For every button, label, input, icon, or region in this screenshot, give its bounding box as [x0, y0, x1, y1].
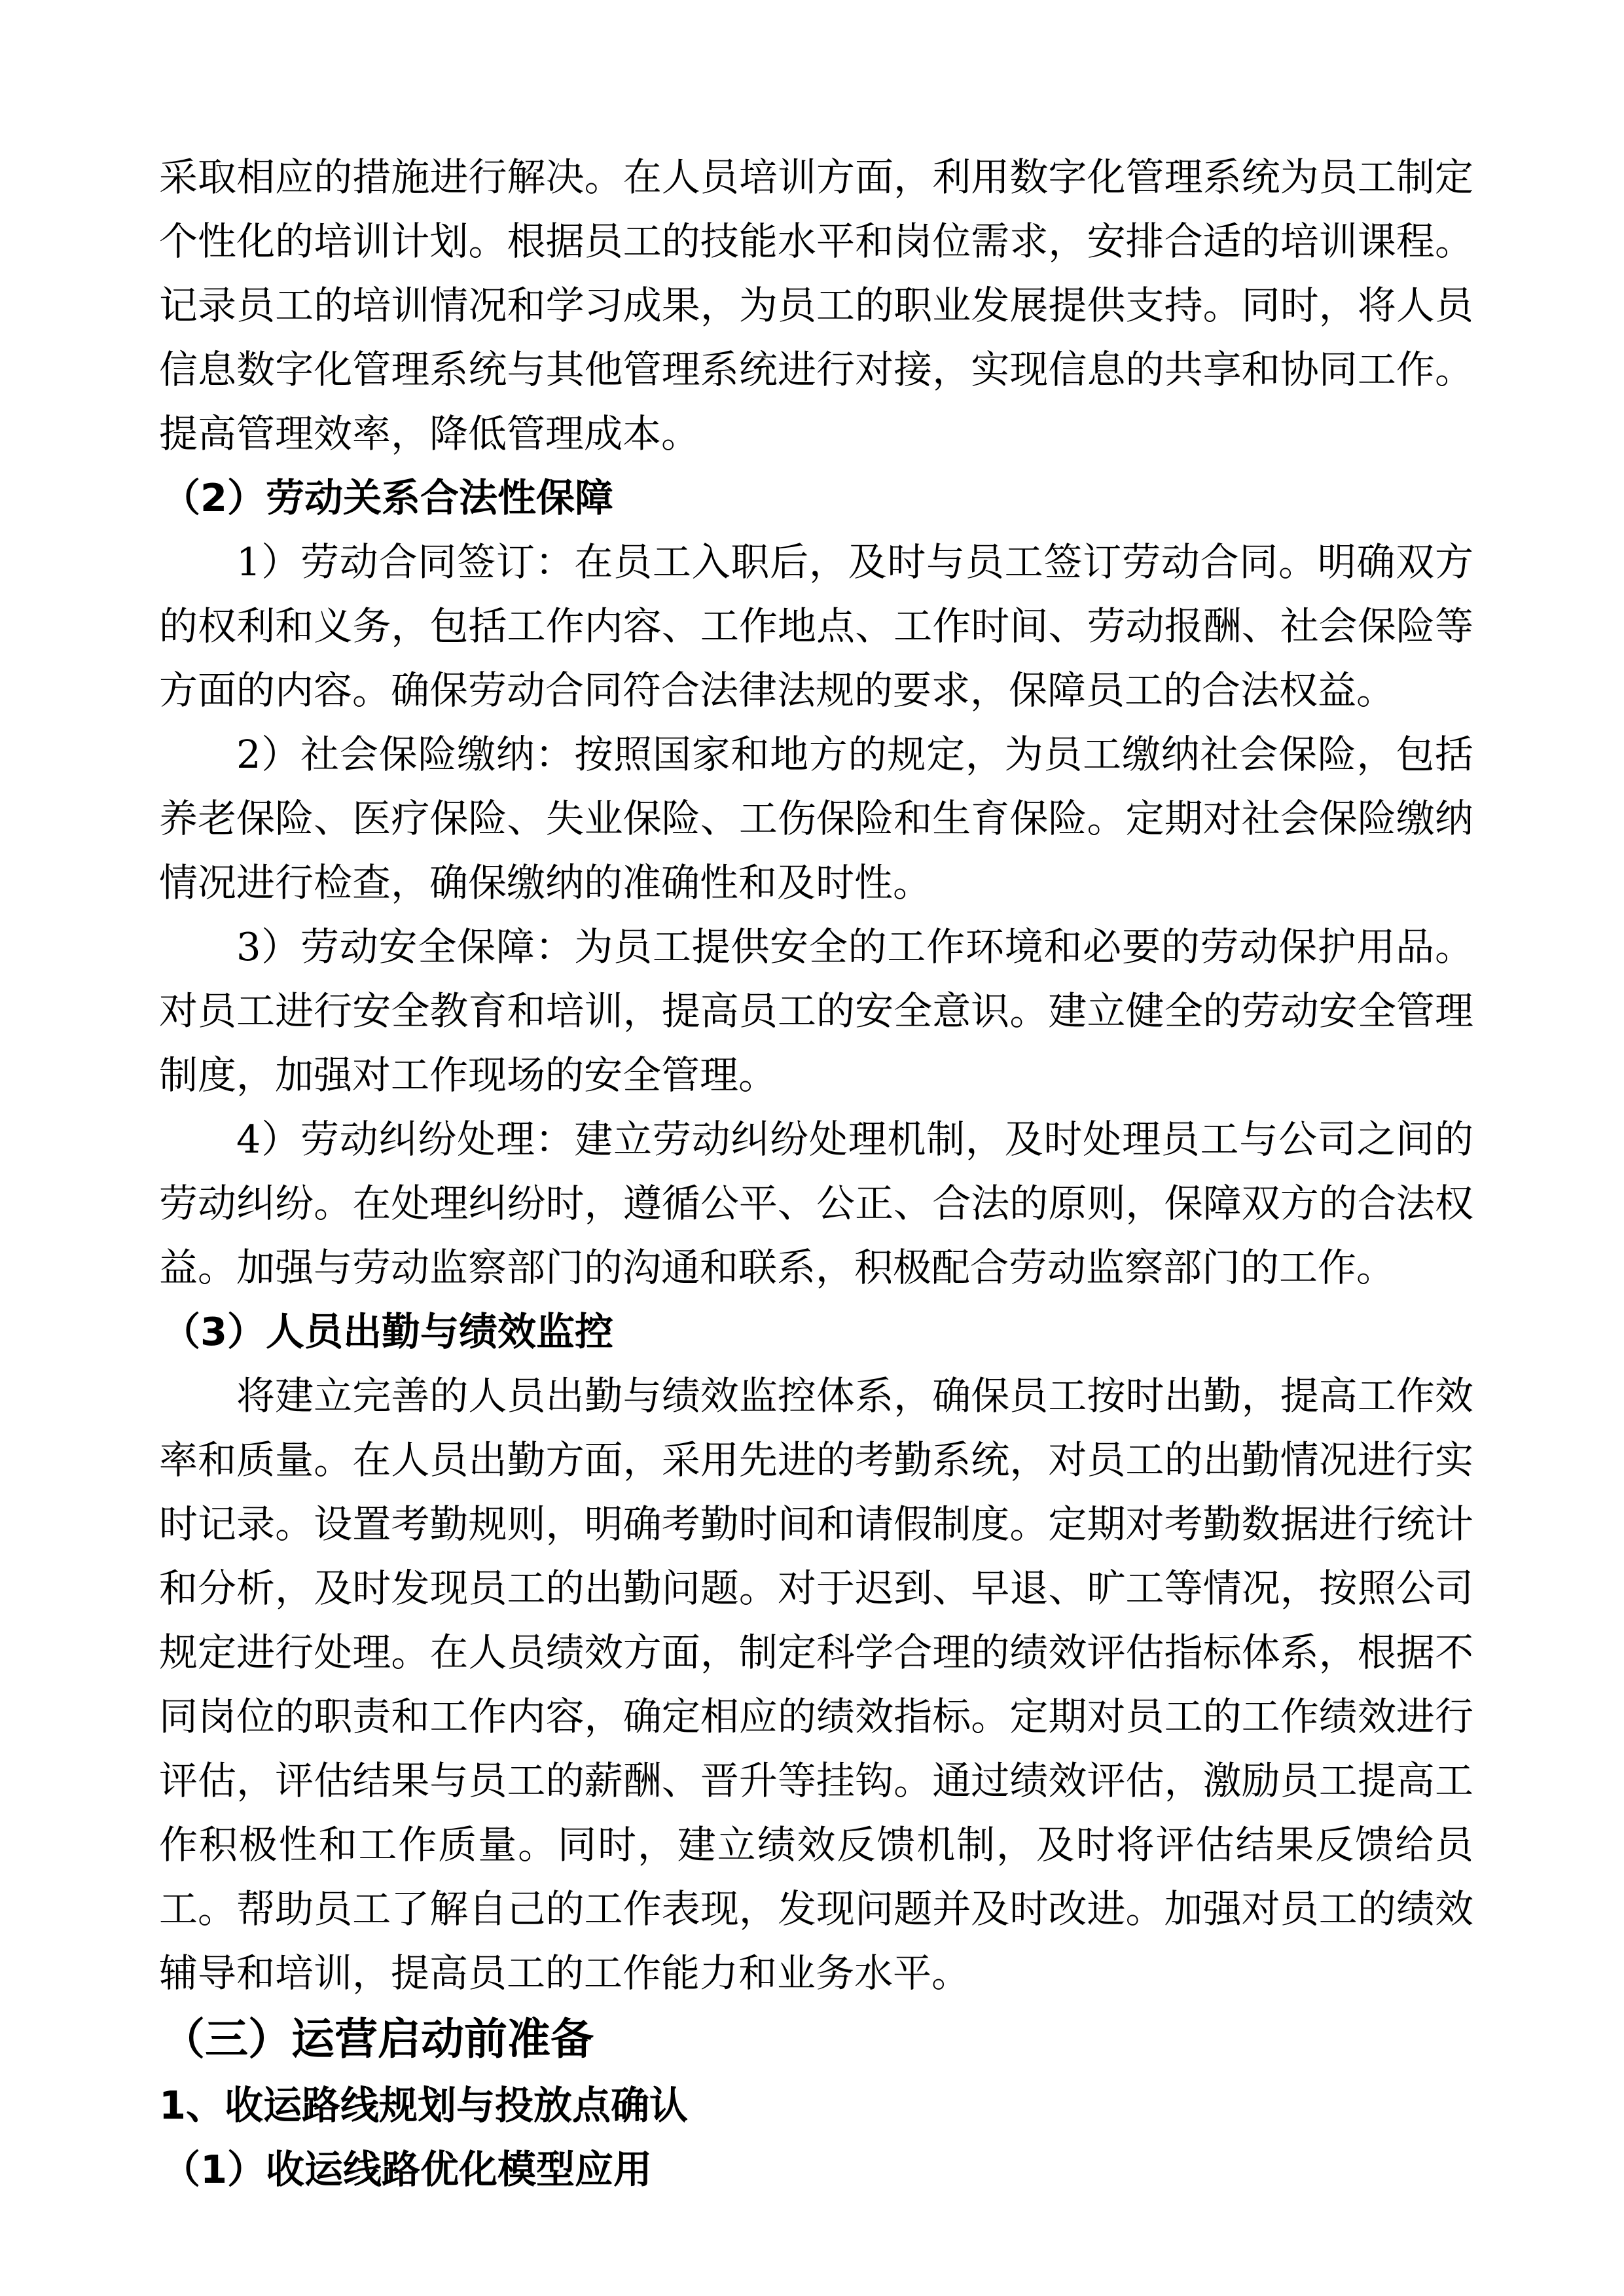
section-heading-attendance: （3）人员出勤与绩效监控 — [162, 1309, 614, 1354]
subsubsection-heading: （1）收运线路优化模型应用 — [162, 2147, 653, 2192]
list-item-social-insurance: 2）社会保险缴纳：按照国家和地方的规定，为员工缴纳社会保险，包括养老保险、医疗保险、失业保险、工伤保险和生育保险。定期对社会保险缴纳情况进行检查，确保缴纳的准确性和及时性。 — [159, 732, 1473, 905]
document-page — [159, 145, 1473, 2202]
attendance-paragraph: 将建立完善的人员出勤与绩效监控体系，确保员工按时出勤，提高工作效率和质量。在人员出勤方面，采用先进的考勤系统，对员工的出勤情况进行实时记录。设置考勤规则，明确考勤时间和请假制度。定期对考勤数据进行统计和分析，及时发现员工的出勤问题。对于迟到、早退、旷工等情况，按照公司规定进行处理。在人员绩效方面，制定科学合理的绩效评估指标体系，根据不同岗位的职责和工作内容，确定相应的绩效指标。定期对员工的工作绩效进行评估，评估结果与员工的薪酬、晋升等挂钩。通过绩效评估，激励员工提高工作积极性和工作质量。同时，建立绩效反馈机制，及时将评估结果反馈给员工。帮助员工了解自己的工作表现，发现问题并及时改进。加强对员工的绩效辅导和培训，提高员工的工作能力和业务水平。 — [159, 1373, 1473, 1996]
list-item-labor-disputes: 4）劳动纠纷处理：建立劳动纠纷处理机制，及时处理员工与公司之间的劳动纠纷。在处理纠纷时，遵循公平、公正、合法的原则，保障双方的合法权益。加强与劳动监察部门的沟通和联系，积极配合劳动监察部门的工作。 — [159, 1117, 1473, 1290]
list-item-labor-contract: 1）劳动合同签订：在员工入职后，及时与员工签订劳动合同。明确双方的权利和义务，包括工作内容、工作地点、工作时间、劳动报酬、社会保险等方面的内容。确保劳动合同符合法律法规的要求，保障员工的合法权益。 — [159, 539, 1473, 713]
continuation-paragraph: 采取相应的措施进行解决。在人员培训方面，利用数字化管理系统为员工制定个性化的培训计划。根据员工的技能水平和岗位需求，安排合适的培训课程。记录员工的培训情况和学习成果，为员工的职业发展提供支持。同时，将人员信息数字化管理系统与其他管理系统进行对接，实现信息的共享和协同工作。提高管理效率，降低管理成本。 — [159, 154, 1473, 456]
chapter-heading: （三）运营启动前准备 — [162, 2014, 594, 2064]
subsection-heading: 1、收运路线规划与投放点确认 — [159, 2083, 689, 2128]
section-heading-labor-relations: （2）劳动关系合法性保障 — [162, 475, 614, 520]
list-item-labor-safety: 3）劳动安全保障：为员工提供安全的工作环境和必要的劳动保护用品。对员工进行安全教育和培训，提高员工的安全意识。建立健全的劳动安全管理制度，加强对工作现场的安全管理。 — [159, 924, 1473, 1098]
